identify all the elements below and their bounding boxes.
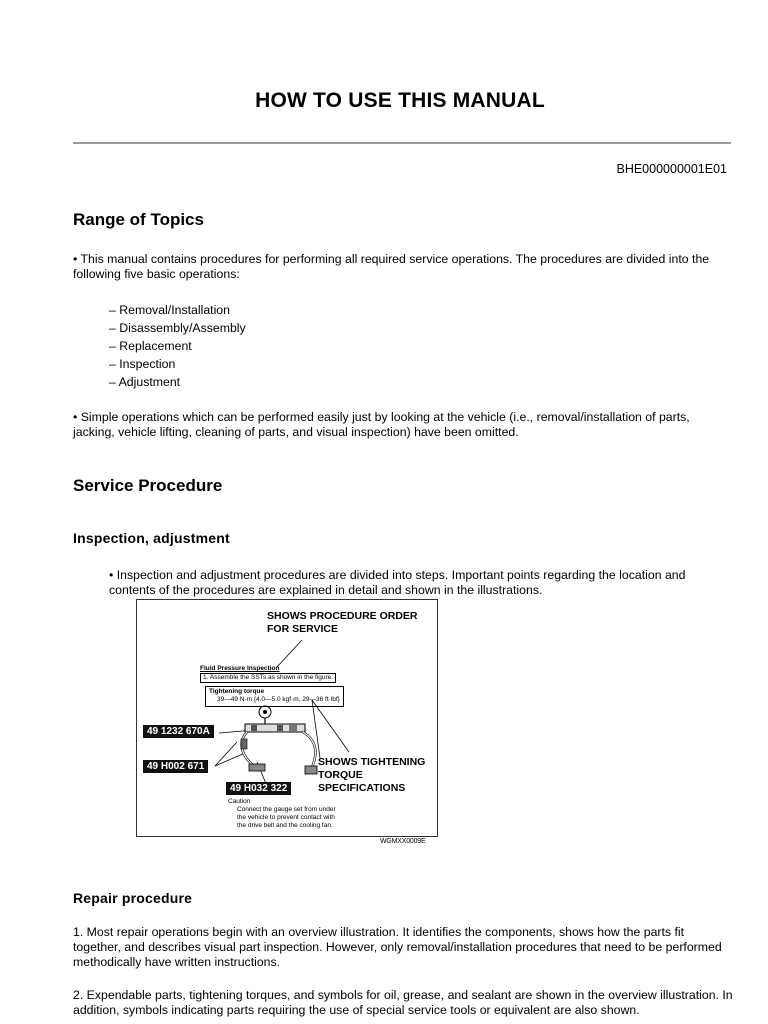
range-heading: Range of Topics xyxy=(73,210,204,229)
service-illustration xyxy=(136,599,438,837)
sst-label-2: 49 H002 671 xyxy=(143,760,208,773)
sst-label-1: 49 1232 670A xyxy=(143,725,214,738)
repair-heading: Repair procedure xyxy=(73,890,193,906)
list-item: – Replacement xyxy=(109,339,192,353)
page-title: HOW TO USE THIS MANUAL xyxy=(255,89,545,112)
figure-step-1: 1. Assemble the SSTs as shown in the figure. xyxy=(200,673,336,683)
list-item: – Inspection xyxy=(109,357,176,371)
range-note: • Simple operations which can be performed easily just by looking at the vehicle (i.e., removal/installation of parts, jacking, vehicle lifting, cleaning of parts, and visual inspection) have been omitted. xyxy=(73,410,690,439)
callout-procedure-order: SHOWS PROCEDURE ORDER FOR SERVICE xyxy=(267,610,418,635)
document-id: BHE000000001E01 xyxy=(616,162,727,176)
list-item: – Adjustment xyxy=(109,375,181,389)
caution-text: Connect the gauge set from under the vehicle to prevent contact with the drive belt and the cooling fan. xyxy=(237,806,336,829)
caution-label: Caution xyxy=(228,798,251,805)
sst-label-3: 49 H032 322 xyxy=(226,782,291,795)
repair-paragraph-2: 2. Expendable parts, tightening torques, and symbols for oil, grease, and sealant are shown in the overview illustration. In addition, symbols indicating parts requiring the use of special service tools or equivalent are also shown. xyxy=(73,988,733,1017)
repair-paragraph-1: 1. Most repair operations begin with an overview illustration. It identifies the components, shows how the parts fit together, and describes visual part inspection. However, only removal/installation procedures that need to be performed methodically have written instructions. xyxy=(73,925,722,969)
service-heading: Service Procedure xyxy=(73,476,223,495)
figure-caption: WGMXX0009E xyxy=(380,838,426,845)
callout-torque-specs: SHOWS TIGHTENING TORQUE SPECIFICATIONS xyxy=(318,756,426,794)
list-item: – Disassembly/Assembly xyxy=(109,321,246,335)
inspection-subheading: Inspection, adjustment xyxy=(73,530,230,546)
list-item: – Removal/Installation xyxy=(109,303,230,317)
torque-box: Tightening torque 39—49 N·m {4.0—5.0 kgf·m, 29—36 ft·lbf} xyxy=(205,686,344,707)
inspection-text: • Inspection and adjustment procedures are divided into steps. Important points regarding the location and contents of the procedures are explained in detail and shown in the illustrations. xyxy=(109,568,686,597)
title-divider xyxy=(73,142,731,144)
figure-section-title: Fluid Pressure Inspection xyxy=(200,665,280,672)
range-intro: • This manual contains procedures for performing all required service operations. The procedures are divided into the following five basic operations: xyxy=(73,252,710,281)
